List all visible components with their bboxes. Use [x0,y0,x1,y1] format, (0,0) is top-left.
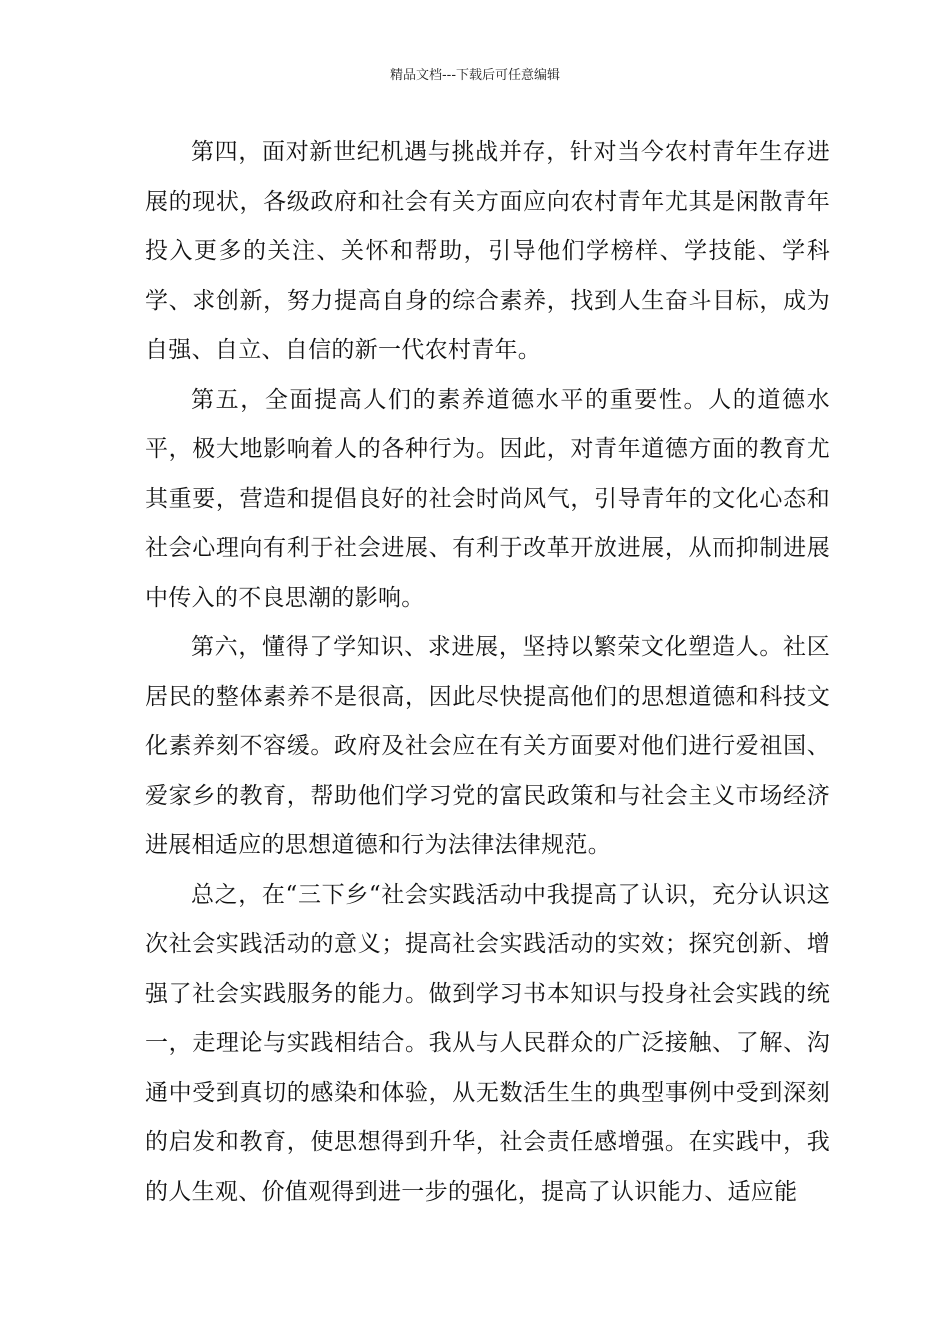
paragraph-4: 第四，面对新世纪机遇与挑战并存，针对当今农村青年生存进展的现状，各级政府和社会有关方面应向农村青年尤其是闲散青年投入更多的关注、关怀和帮助，引导他们学榜样、学技能、学科学、求创新，努力提高自身的综合素养，找到人生奋斗目标，成为自强、自立、自信的新一代农村青年。 [145,139,830,363]
page-header: 精品文档---下载后可任意编辑 [389,68,561,83]
document-body [145,128,830,1217]
paragraph-5: 第五，全面提高人们的素养道德水平的重要性。人的道德水平，极大地影响着人的各种行为。因此，对青年道德方面的教育尤其重要，营造和提倡良好的社会时尚风气，引导青年的文化心态和社会心理向有利于社会进展、有利于改革开放进展，从而抑制进展中传入的不良思潮的影响。 [145,386,830,611]
paragraph-summary: 总之，在“三下乡“社会实践活动中我提高了认识，充分认识这次社会实践活动的意义；提高社会实践活动的实效；探究创新、增强了社会实践服务的能力。做到学习书本知识与投身社会实践的统一，走理论与实践相结合。我从与人民群众的广泛接触、了解、沟通中受到真切的感染和体验，从无数活生生的典型事例中受到深刻的启发和教育，使思想得到升华，社会责任感增强。在实践中，我的人生观、价值观得到进一步的强化，提高了认识能力、适应能 [145,881,830,1205]
paragraph-6: 第六，懂得了学知识、求进展，坚持以繁荣文化塑造人。社区居民的整体素养不是很高，因此尽快提高他们的思想道德和科技文化素养刻不容缓。政府及社会应在有关方面要对他们进行爱祖国、爱家乡的教育，帮助他们学习党的富民政策和与社会主义市场经济进展相适应的思想道德和行为法律法律规范。 [145,634,830,858]
